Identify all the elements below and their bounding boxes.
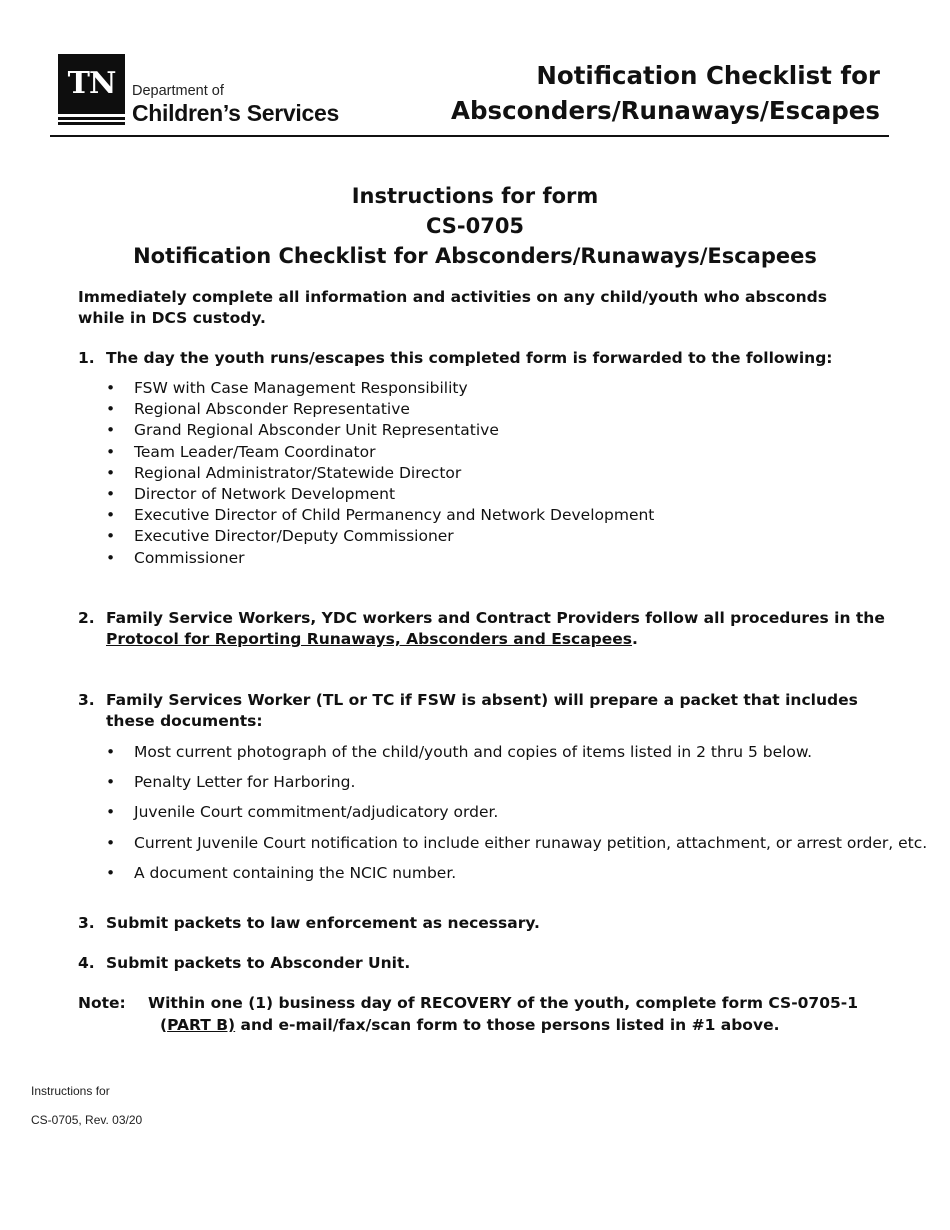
- page-title-line: CS-0705: [425, 214, 525, 238]
- logo-dept-name: Children’s Services: [132, 100, 339, 126]
- list-item: • Penalty Letter for Harboring.: [106, 767, 927, 797]
- header-title: [451, 58, 880, 128]
- logo-dept-label: Department of: [132, 83, 224, 99]
- list-item: • Director of Network Development: [106, 484, 654, 505]
- item-text-part: Family Service Workers, YDC workers and Contract Providers follow all procedures in the: [106, 609, 885, 627]
- instruction-item-2: [78, 608, 908, 650]
- instruction-item-1: [78, 348, 908, 369]
- header-title-line: Absconders/Runaways/Escapes: [451, 96, 880, 125]
- list-item: • Grand Regional Absconder Unit Representative: [106, 420, 654, 441]
- page-title-line: Instructions for form: [351, 184, 599, 208]
- item-text: [106, 608, 908, 650]
- item-number: 4.: [78, 954, 95, 972]
- logo-bar: [58, 117, 125, 120]
- list-item: • Executive Director of Child Permanency and Network Development: [106, 505, 654, 526]
- intro-paragraph: Immediately complete all information and activities on any child/youth who absconds while in DCS custody.: [78, 288, 827, 327]
- list-item: • Commissioner: [106, 548, 654, 569]
- list-item: • A document containing the NCIC number.: [106, 858, 927, 888]
- page-title-line: Notification Checklist for Absconders/Runaways/Escapees: [133, 244, 817, 268]
- item-number: 2.: [78, 609, 95, 627]
- item-text: The day the youth runs/escapes this completed form is forwarded to the following:: [106, 349, 833, 367]
- recipient-list: [106, 378, 654, 569]
- note-text-part: Within one (1) business day of RECOVERY of the youth, complete form CS-0705-1 (: [148, 994, 859, 1034]
- item-number: 3.: [78, 914, 95, 932]
- list-item: • Regional Absconder Representative: [106, 399, 654, 420]
- note-label: Note:: [78, 994, 126, 1012]
- note-text: [148, 992, 908, 1036]
- list-item: • Juvenile Court commitment/adjudicatory order.: [106, 797, 927, 827]
- instruction-item-3b: [78, 913, 908, 934]
- dcs-logo: [58, 54, 368, 126]
- packet-documents-list: [106, 737, 927, 888]
- list-item: • FSW with Case Management Responsibility: [106, 378, 654, 399]
- part-b-link[interactable]: PART B): [167, 1016, 236, 1034]
- item-text: Family Services Worker (TL or TC if FSW is absent) will prepare a packet that includes these documents:: [106, 691, 858, 730]
- item-text: Submit packets to law enforcement as necessary.: [106, 914, 540, 932]
- page-title: [0, 181, 950, 271]
- instruction-item-4: [78, 953, 908, 974]
- header-title-line: Notification Checklist for: [536, 61, 880, 90]
- note-text-part: and e-mail/fax/scan form to those persons listed in #1 above.: [235, 1016, 780, 1034]
- list-item: • Regional Administrator/Statewide Director: [106, 463, 654, 484]
- item-text: Submit packets to Absconder Unit.: [106, 954, 411, 972]
- list-item: • Team Leader/Team Coordinator: [106, 442, 654, 463]
- logo-bar: [58, 122, 125, 125]
- note-paragraph: [78, 992, 908, 1036]
- item-number: 1.: [78, 349, 95, 367]
- header-divider: [50, 135, 889, 137]
- footer-line: Instructions for: [31, 1084, 110, 1098]
- list-item: • Executive Director/Deputy Commissioner: [106, 526, 654, 547]
- protocol-link[interactable]: Protocol for Reporting Runaways, Absconders and Escapees: [106, 630, 633, 648]
- list-item: • Most current photograph of the child/youth and copies of items listed in 2 thru 5 below.: [106, 737, 927, 767]
- list-item: • Current Juvenile Court notification to include either runaway petition, attachment, or arrest order, etc.: [106, 828, 927, 858]
- item-number: 3.: [78, 691, 95, 709]
- item-text-part: .: [632, 630, 638, 648]
- tn-logo-mark: TN: [58, 54, 125, 114]
- footer-form-revision: CS-0705, Rev. 03/20: [31, 1113, 143, 1127]
- instruction-item-3: [78, 690, 908, 732]
